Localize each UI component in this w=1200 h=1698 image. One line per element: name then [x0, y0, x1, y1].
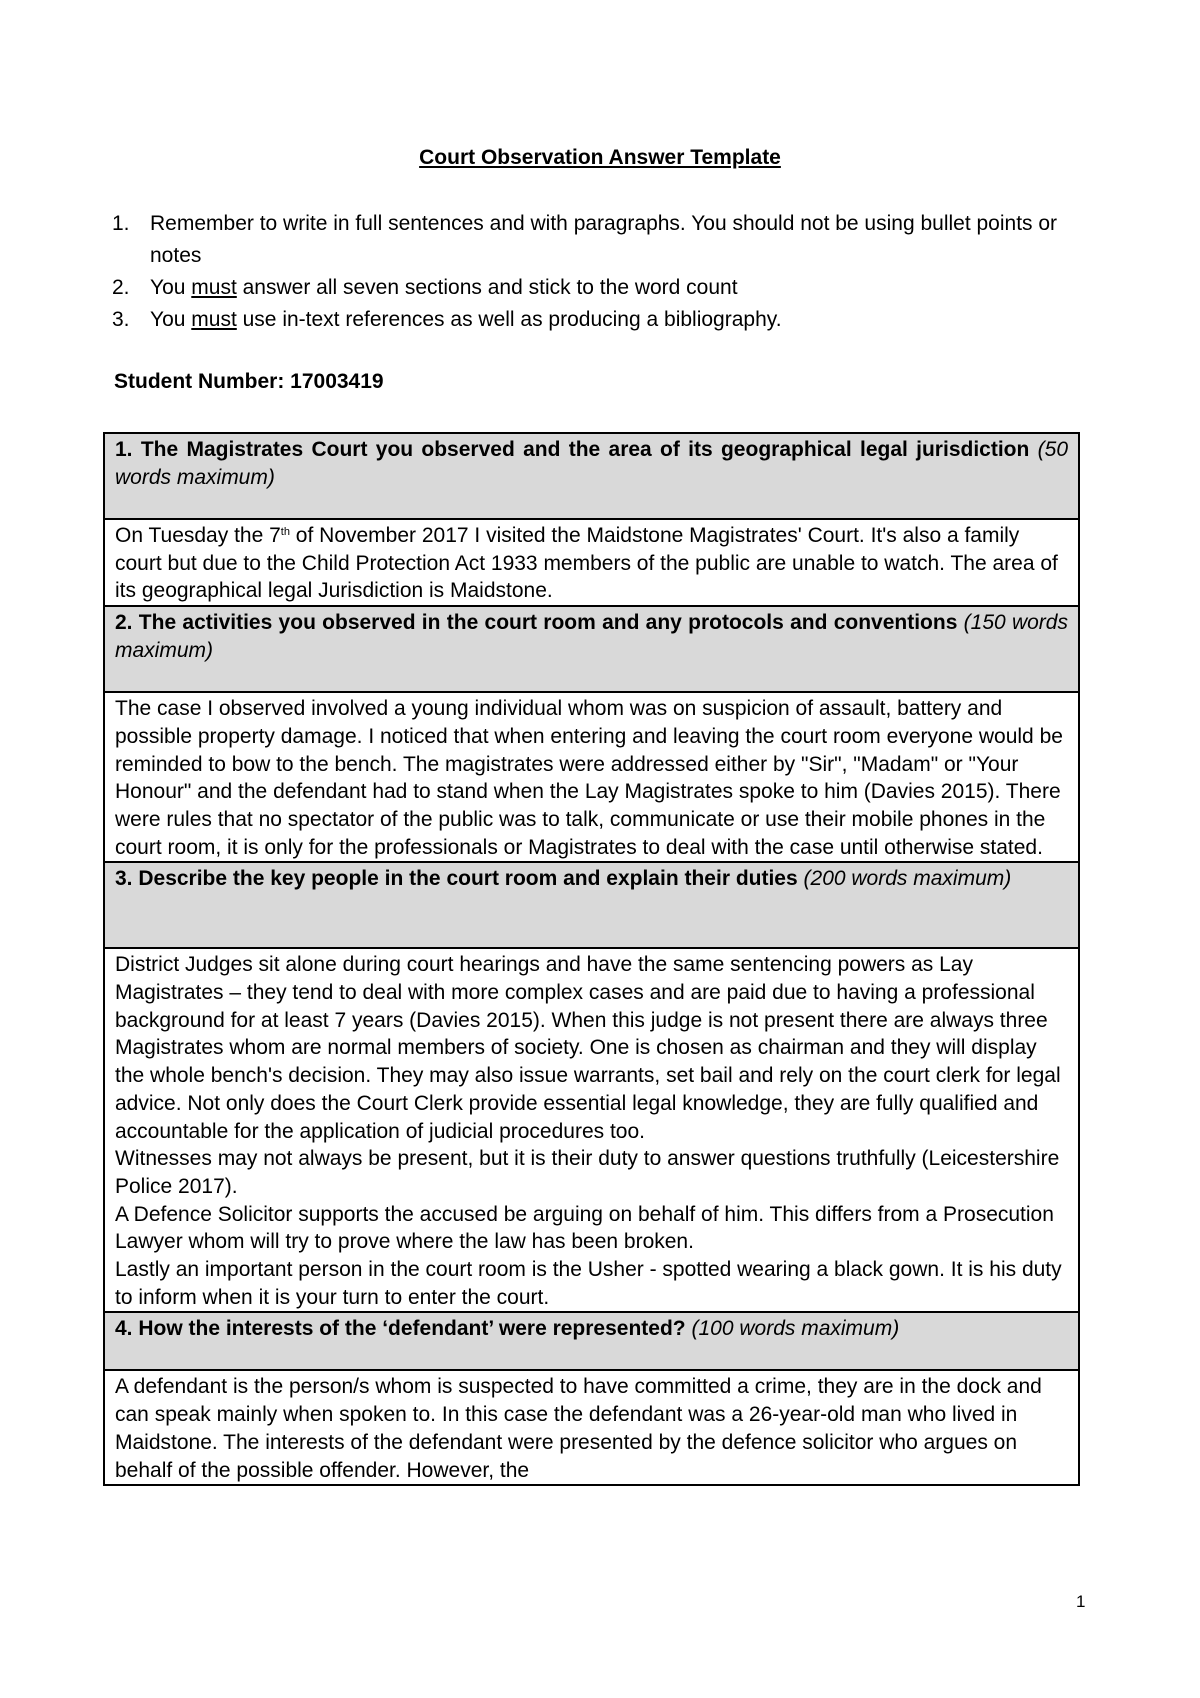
question-text: 4. How the interests of the ‘defendant’ were represented?	[115, 1317, 686, 1341]
answer-row	[104, 519, 1079, 606]
word-limit-hint: (50 words maximum)	[115, 438, 1068, 489]
instruction-item	[112, 304, 1072, 336]
word-limit-hint: (150 words maximum)	[115, 611, 1068, 663]
instruction-emphasis: must	[191, 308, 237, 331]
answer-text-pre: On Tuesday the 7	[115, 524, 281, 547]
instruction-text-pre: You	[150, 308, 192, 331]
instructions-list	[112, 208, 1072, 336]
answer-row	[104, 1370, 1079, 1485]
answer-paragraph: District Judges sit alone during court hearings and have the same sentencing powers as Lay Magistrates – they tend to deal with more complex cases and are paid due to having a professional background for at least 7 years (Davies 2015). When this judge is not present there are always three Magistrates whom are normal members of society. One is chosen as chairman and they will display the whole bench's decision. They may also issue warrants, set bail and rely on the court clerk for legal advice. Not only does the Court Clerk provide essential legal knowledge, they are fully qualified and accountable for the application of judicial procedures too.	[115, 953, 1061, 1143]
instruction-item	[112, 208, 1072, 272]
question-row	[104, 1312, 1079, 1370]
question-cell	[104, 1312, 1079, 1370]
answer-paragraph: A Defence Solicitor supports the accused be arguing on behalf of him. This differs from a Prosecution Lawyer whom will try to prove where the law has been broken.	[115, 1202, 1054, 1254]
answer-cell	[104, 948, 1079, 1312]
answer-row	[104, 948, 1079, 1312]
question-row	[104, 433, 1079, 519]
instruction-item	[112, 272, 1072, 304]
answer-cell	[104, 519, 1079, 606]
instruction-number: 3.	[112, 308, 130, 331]
instruction-text-post: answer all seven sections and stick to the word count	[236, 276, 738, 299]
instruction-text-post: use in-text references as well as producing a bibliography.	[236, 308, 782, 331]
instruction-emphasis: must	[191, 276, 237, 299]
question-row	[104, 606, 1079, 692]
answer-cell: A defendant is the person/s whom is suspected to have committed a crime, they are in the dock and can speak mainly when spoken to. In this case the defendant was a 26-year-old man who lived in Maidstone. The interests of the defendant were presented by the defence solicitor who argues on behalf of the possible offender. However, the	[104, 1370, 1079, 1485]
answer-paragraph: Lastly an important person in the court room is the Usher - spotted wearing a black gown. It is his duty to inform when it is your turn to enter the court.	[115, 1258, 1062, 1309]
question-text: 3. Describe the key people in the court room and explain their duties	[115, 867, 798, 891]
question-cell	[104, 606, 1079, 692]
answer-table	[103, 432, 1080, 1486]
answer-cell: The case I observed involved a young individual whom was on suspicion of assault, battery and possible property damage. I noticed that when entering and leaving the court room everyone would be reminded to bow to the bench. The magistrates were addressed either by "Sir", "Madam" or "Your Honour" and the defendant had to stand when the Lay Magistrates spoke to him (Davies 2015). There were rules that no spectator of the public was to talk, communicate or use their mobile phones in the court room, it is only for the professionals or Magistrates to deal with the case until otherwise stated.	[104, 692, 1079, 862]
question-text: 2. The activities you observed in the court room and any protocols and conventions	[115, 611, 958, 635]
document-title: Court Observation Answer Template	[419, 146, 781, 169]
answer-paragraph: Witnesses may not always be present, but it is their duty to answer questions truthfully (Leicestershire Police 2017).	[115, 1147, 1060, 1198]
word-limit-hint: (100 words maximum)	[691, 1317, 900, 1341]
ordinal-suffix: th	[280, 526, 290, 538]
student-number: Student Number: 17003419	[114, 370, 384, 393]
question-row	[104, 862, 1079, 948]
answer-text-post: of November 2017 I visited the Maidstone Magistrates' Court. It's also a family court but due to the Child Protection Act 1933 members of the public are unable to watch. The area of its geographical legal Jurisdiction is Maidstone.	[115, 524, 1058, 603]
word-limit-hint: (200 words maximum)	[803, 867, 1012, 891]
page-number: 1	[1076, 1592, 1086, 1611]
question-cell	[104, 862, 1079, 948]
question-text: 1. The Magistrates Court you observed and the area of its geographical legal jurisdiction	[115, 438, 1030, 461]
instruction-number: 1.	[112, 212, 130, 235]
instruction-number: 2.	[112, 276, 130, 299]
instruction-text: Remember to write in full sentences and with paragraphs. You should not be using bullet points or notes	[150, 212, 1058, 267]
question-cell	[104, 433, 1079, 519]
instruction-text-pre: You	[150, 276, 192, 299]
answer-row	[104, 692, 1079, 862]
